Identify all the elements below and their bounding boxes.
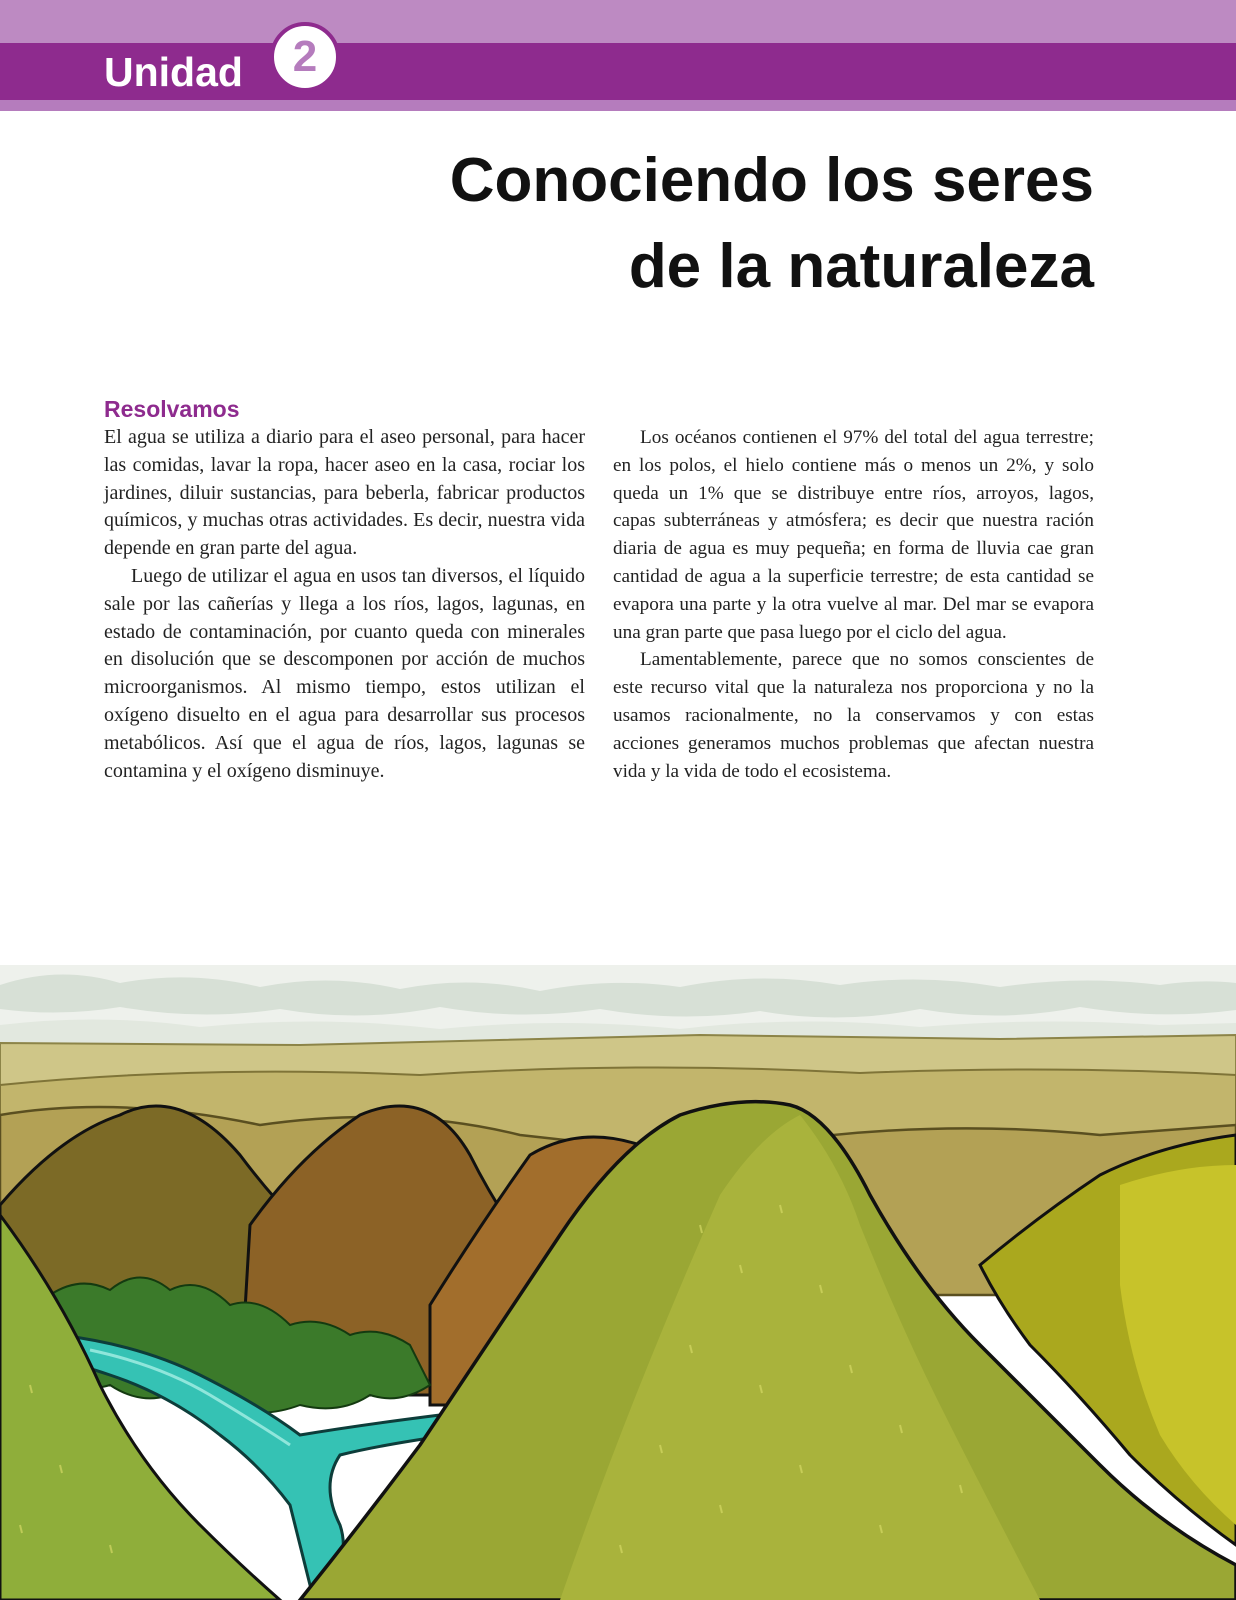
header-band-line xyxy=(0,100,1236,111)
left-column xyxy=(104,424,585,785)
header-band-top xyxy=(0,0,1236,43)
paragraph: Lamentablemente, parece que no somos conscientes de este recurso vital que la naturaleza nos proporciona y no la usamos racionalmente, no la conservamos y con estas acciones generamos muchos problemas que afectan nuestra vida y la vida de todo el ecosistema. xyxy=(613,649,1094,782)
paragraph: El agua se utiliza a diario para el aseo personal, para hacer las comidas, lavar la ropa, hacer aseo en la casa, rociar los jardines, diluir sustancias, para beberla, fabricar productos químicos, y muchas otras actividades. Es decir, nuestra vida depende en gran parte del agua. xyxy=(104,426,585,560)
page-title xyxy=(334,138,1094,310)
unit-number-badge: 2 xyxy=(270,22,340,92)
page-title-line-2: de la naturaleza xyxy=(628,232,1094,301)
right-column xyxy=(613,424,1094,785)
section-heading: Resolvamos xyxy=(104,396,240,422)
paragraph: Luego de utilizar el agua en usos tan diversos, el líquido sale por las cañerías y llega a los ríos, lagos, lagunas, en estado de contaminación, por cuanto queda con minerales en disolución que se descomponen por acción de muchos microorganismos. Al mismo tiempo, estos utilizan el oxígeno disuelto en el agua para desarrollar sus procesos metabólicos. Así que el agua de ríos, lagos, lagunas se contamina y el oxígeno disminuye. xyxy=(104,564,585,782)
paragraph: Los océanos contienen el 97% del total del agua terrestre; en los polos, el hielo contiene más o menos un 2%, y solo queda un 1% que se distribuye entre ríos, arroyos, lagos, capas subterráneas y atmósfera; es decir que nuestra ración diaria de agua es muy pequeña; en forma de lluvia cae gran cantidad de agua a la superficie terrestre; de esta cantidad se evapora una parte y la otra vuelve al mar. Del mar se evapora una gran parte que pasa luego por el ciclo del agua. xyxy=(613,427,1094,643)
page-title-line-1: Conociendo los seres xyxy=(449,146,1094,215)
valley-landscape-illustration xyxy=(0,965,1236,1600)
unit-label: Unidad xyxy=(104,49,243,95)
